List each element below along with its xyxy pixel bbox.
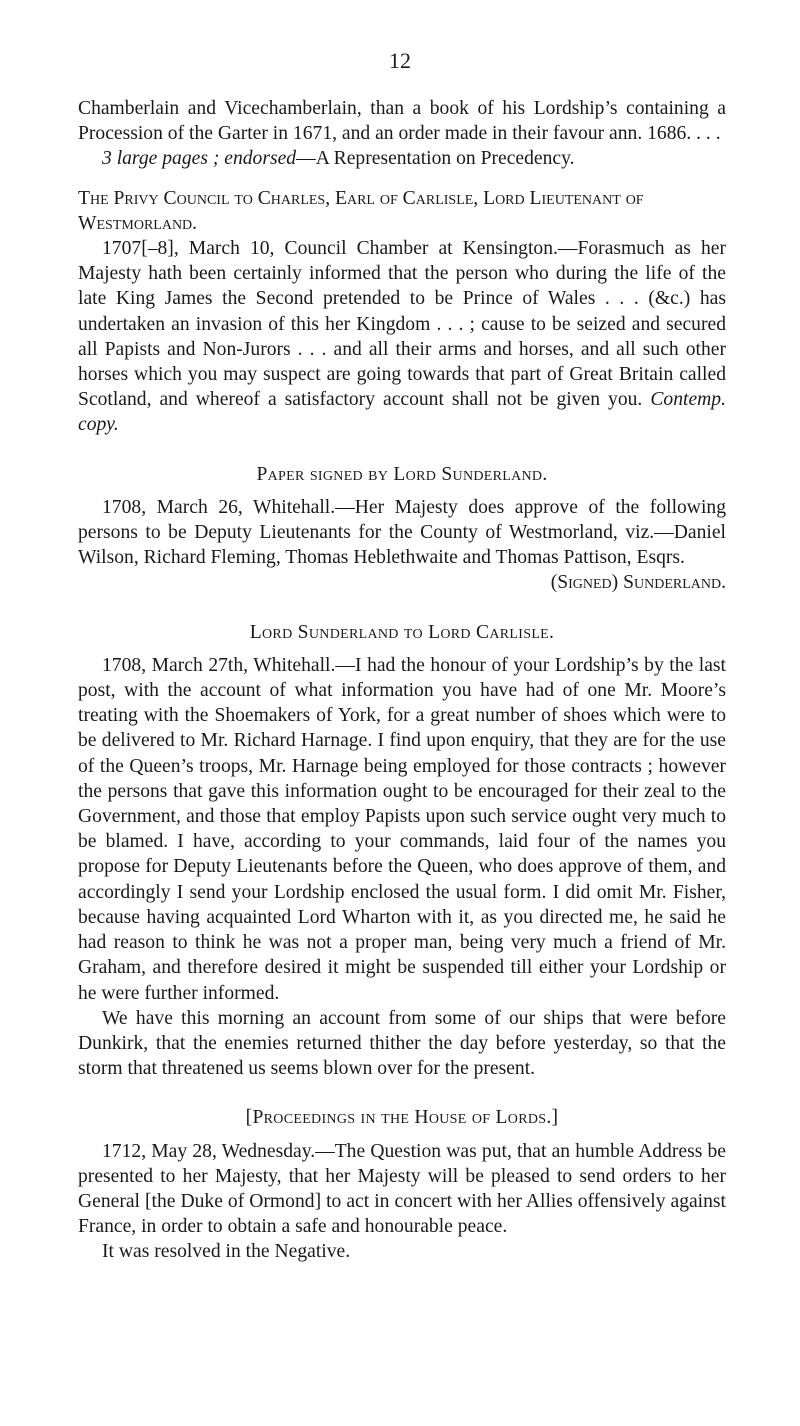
page-number: 12 (389, 48, 411, 73)
signature-line: (Signed) Sunderland. (550, 572, 726, 594)
section-heading: [Proceedings in the House of Lords.] (245, 1107, 559, 1129)
italic-note: Contemp. copy. (78, 389, 726, 436)
paragraph: We have this morning an account from some of our ships that were before Dunkirk, that the enemies returned thither the day before yesterday, so that the storm that threatened us seems blown over for the present. (78, 1007, 726, 1080)
paragraph (78, 236, 726, 438)
section-heading: Lord Sunderland to Lord Carlisle. (249, 621, 555, 643)
paragraph (78, 146, 726, 171)
paragraph: 1708, March 26, Whitehall.—Her Majesty does approve of the following persons to be Deputy Lieutenants for the County of Westmorland, viz.—Daniel Wilson, Richard Fleming, Thomas Heblethwaite and Thomas Pattison, Esqrs. (78, 496, 726, 569)
italic-note: 3 large pages ; endorsed (102, 148, 297, 170)
paragraph: It was resolved in the Negative. (102, 1241, 351, 1263)
paragraph-text: 1707[–8], March 10, Council Chamber at Kensington.—Forasmuch as her Majesty hath been certainly informed that the person who during the life of the late King James the Second pretended to be Prince of Wales . . . (&c.) has undertaken an invasion of this her Kingdom . . . ; cause to be seized and secured all Papists and Non-Jurors . . . and all their arms and horses, and all such other horses which you may suspect are going towards that part of Great Britain called Scotland, and whereof a satisfactory account shall not be given you. (78, 238, 726, 411)
section-heading: The Privy Council to Charles, Earl of Carlisle, Lord Lieutenant of Westmorland. (78, 187, 644, 234)
page-body (78, 96, 726, 1265)
paragraph: 1708, March 27th, Whitehall.—I had the honour of your Lordship’s by the last post, with the account of what information you have had of one Mr. Moore’s treating with the Shoemakers of York, for a great number of shoes which were to be delivered to Mr. Richard Harnage. I find upon enquiry, that they are for the use of the Queen’s troops, Mr. Harnage being employed for those contracts ; however the persons that gave this information ought to be encouraged for their zeal to the Government, and those that employ Papists upon such service ought very much to be blamed. I have, according to your commands, laid four of the names you propose for Deputy Lieutenants before the Queen, who does approve of them, and accordingly I send your Lordship enclosed the usual form. I did omit Mr. Fisher, because having acquainted Lord Wharton with it, as you directed me, he said he had reason to think he was not a proper man, being very much a friend of Mr. Graham, and therefore desired it might be suspended till either your Lordship or he were further informed. (78, 654, 726, 1004)
section-heading: Paper signed by Lord Sunderland. (256, 463, 548, 485)
paragraph: 1712, May 28, Wednesday.—The Question was put, that an humble Address be presented to her Majesty, that her Majesty will be pleased to send orders to her General [the Duke of Ormond] to act in concert with her Allies offensively against France, in order to obtain a safe and honourable peace. (78, 1140, 726, 1238)
paragraph: Chamberlain and Vicechamberlain, than a book of his Lordship’s containing a Procession of the Garter in 1671, and an order made in their favour ann. 1686. . . . (78, 98, 726, 145)
paragraph-text: —A Representation on Precedency. (296, 148, 575, 170)
